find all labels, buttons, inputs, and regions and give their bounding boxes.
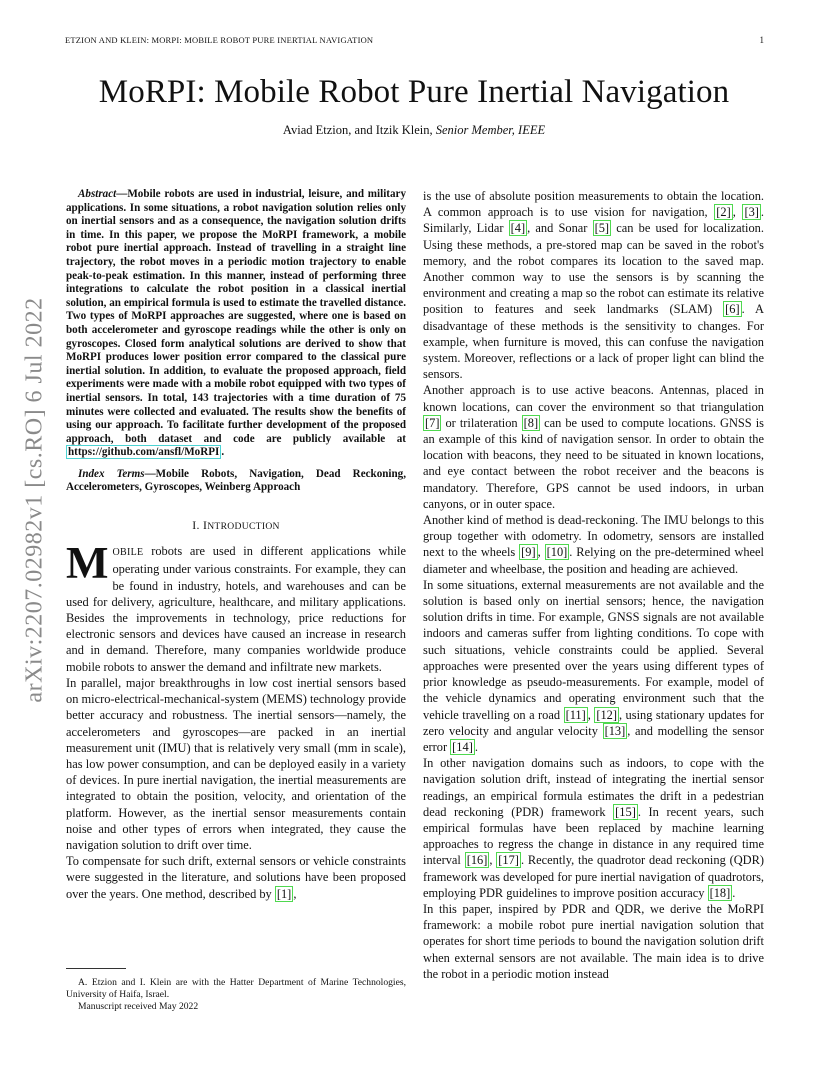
citation-link[interactable]: [16] (466, 853, 488, 868)
right-paragraph-2 (423, 382, 764, 512)
section-numeral: I. I (192, 518, 208, 533)
citation-link[interactable]: [8] (523, 415, 539, 430)
abstract-text: —Mobile robots are used in industrial, leisure, and military applications. In some situations, a robot navigation solution relies only on inertial sensors and as a consequence, the navigation solution drifts in time. In this paper, we propose the MoRPI framework, a mobile robot pure inertial approach. Instead of travelling in a straight line trajectory, the robot moves in a periodic motion trajectory to enable peak-to-peak estimation. In this manner, instead of performing three integrations to calculate the robot position in a classical inertial solution, an empirical formula is used to estimate the travelled distance. Two types of MoRPI approaches are suggested, where one is based on both accelerometer and gyroscope readings while the other is only on gyroscopes. Closed form analytical solutions are derived to show that MoRPI produces lower position error compared to the classical pure inertial solution. In addition, to evaluate the proposed approach, field experiments were made with a mobile robot equipped with two types of inertial sensors. In total, 143 trajectories with a time duration of 75 minutes were collected and evaluated. The results show the benefits of using our approach. To facilitate further development of the proposed approach, both dataset and code are publicly available at (66, 188, 406, 445)
right-paragraph-3 (423, 512, 764, 577)
abstract-label: Abstract (78, 188, 117, 200)
right-paragraph-4 (423, 577, 764, 755)
text-run: , using stationary updates for zero velocity and angular velocity (423, 707, 764, 738)
text-run: In some situations, external measurements are not available and the solution is based only on inertial sensors; hence, the navigation solution drifts in time. For example, GNSS signals are not available indoors and cameras suffer from lighting conditions. To cope with such situations, vehicle constraints could be applied. Several approaches were presented over the years using different types of prior knowledge as pseudo-measurements. For example, model of the vehicle dynamics and operating environment such that the vehicle travelling on a road (423, 577, 764, 722)
citation-link[interactable]: [5] (594, 221, 610, 236)
text-run: can be used for localization. Using these methods, a pre-stored map can be saved in the robot's memory, and the robot compares its location to the saved map. Another common way to use the sensors is by scanning the environment and creating a map so the robot can estimate its relative position to features and seek landmarks (SLAM) (423, 221, 764, 317)
right-paragraph-6: In this paper, inspired by PDR and QDR, we derive the MoRPI framework: a mobile robot pure inertial navigation solution that operates for short time periods to bound the navigation solution drift when external sensors are not available. The main idea is to drive the robot in a periodic motion instead (423, 901, 764, 981)
index-terms (66, 468, 406, 495)
text-run: , (732, 205, 743, 220)
citation-link[interactable]: [13] (604, 723, 626, 738)
citation-link[interactable]: [9] (521, 545, 536, 560)
citation-link[interactable]: [14] (452, 739, 473, 754)
citation-link[interactable]: [4] (510, 221, 526, 236)
dropcap-rest: OBILE (112, 547, 144, 559)
text-run: is the use of absolute position measurements to obtain the location. A common approach is to use vision for navigation, (423, 189, 764, 220)
intro-p1-text: robots are used in different applications while operating under various constraints. For example, they can be found in industry, hotels, and warehouses and can be used for delivery, agriculture, healthcare, and military applications. Besides the improvements in technology, price reductions for electronic sensors and devices have caused an increase in research and in demand. Therefore, many companies worldwide produce mobile robots to answer the demand and infiltrate new markets. (66, 544, 406, 674)
dropcap: M (66, 538, 109, 589)
footnote-affiliation: A. Etzion and I. Klein are with the Hatter Department of Marine Technologies, University of Haifa, Israel. (66, 977, 406, 1000)
citation-link[interactable]: [10] (546, 545, 568, 560)
text-run: or trilateration (441, 415, 522, 430)
text-run: , (537, 545, 545, 560)
code-link[interactable]: https://github.com/ansfl/MoRPI (68, 446, 220, 459)
text-run: . Relying on the pre-determined wheel diameter and wheelbase, the position and heading are achieved. (423, 545, 764, 576)
citation-link[interactable]: [15] (615, 804, 636, 819)
citation-link[interactable]: [18] (709, 885, 731, 900)
section-title: NTRODUCTION (207, 521, 280, 533)
intro-p3-text: To compensate for such drift, external sensors or vehicle constraints were suggested in the literature, and solutions have been proposed over the years. One method, described by (66, 854, 406, 901)
citation-link[interactable]: [2] (716, 205, 731, 220)
text-run: . A disadvantage of these methods is the sensitivity to changes. For example, when furniture is moved, this can confuse the navigation system. Moreover, reflections or a lack of proper light can blind the sensors. (423, 302, 764, 382)
author-names: Aviad Etzion, and Itzik Klein, (282, 123, 433, 137)
index-terms-text: —Mobile Robots, Navigation, Dead Reckoning, Accelerometers, Gyroscopes, Weinberg Approach (66, 467, 406, 494)
right-paragraph-5 (423, 755, 764, 901)
text-run: . Recently, the quadrotor dead reckoning (QDR) framework was developed for pure inertial navigation of quadrotors, employing PDR guidelines to improve position accuracy (423, 853, 765, 900)
citation-link[interactable]: [3] (744, 205, 759, 220)
text-run: . (474, 739, 478, 754)
paper-title: MoRPI: Mobile Robot Pure Inertial Navigation (98, 74, 730, 110)
right-column (423, 188, 764, 982)
citation-link[interactable]: [11] (565, 707, 586, 722)
footnote-received: Manuscript received May 2022 (78, 1001, 199, 1012)
text-run: , and Sonar (527, 221, 593, 236)
text-run: In other navigation domains such as indoors, to cope with the navigation solution drift, instead of integrating the inertial sensor readings, an empirical formula estimates the drift in a pedestrian dead reckoning (PDR) framework (423, 756, 764, 819)
intro-paragraph-1 (66, 538, 406, 675)
author-membership: Senior Member, IEEE (435, 123, 546, 137)
text-run: , (587, 707, 595, 722)
abstract-end: . (221, 446, 225, 459)
intro-p3-end: , (293, 886, 297, 901)
text-run: . Similarly, Lidar (423, 205, 764, 236)
citation-link[interactable]: [7] (425, 415, 440, 430)
citation-link[interactable]: [1] (276, 886, 292, 901)
text-run: Another approach is to use active beacons. Antennas, placed in known locations, can cover the environment so that triangulation (423, 383, 764, 414)
section-heading-introduction (66, 517, 406, 535)
page-number: 1 (759, 35, 764, 45)
index-terms-label: Index Terms (78, 467, 145, 480)
text-run: can be used to compute locations. GNSS is an example of this kind of navigation sensor. In order to obtain the location with beacons, they need to be situated in known locations, and eye contact between the robot receiver and the beacons is mandatory. Therefore, GPS cannot be used indoors, in urban canyons, or in outer space. (423, 415, 764, 511)
citation-link[interactable]: [6] (725, 302, 740, 317)
intro-paragraph-2: In parallel, major breakthroughs in low cost inertial sensors based on micro-electrical-mechanical-system (MEMS) technology provide better accuracy and robustness. The inertial sensors—namely, the accelerometers and gyroscopes—are packed in an inertial measurement unit (IMU) that is relatively very small (mm in scale), has low power consumption, and can be deployed easily in a variety of devices. In pure inertial navigation, the inertial measurements are integrated to obtain the position, velocity, and orientation of the platform. However, as the inertial sensor measurements contain noise and other types of errors when integrated, they cause the navigation solution to drift over time. (66, 675, 406, 852)
abstract (66, 188, 406, 460)
running-head: ETZION AND KLEIN: MORPI: MOBILE ROBOT PURE INERTIAL NAVIGATION (65, 35, 374, 45)
arxiv-stamp-text: arXiv:2207.02982v1 [cs.RO] 6 Jul 2022 (21, 297, 48, 703)
authors (0, 123, 828, 138)
left-column (66, 188, 406, 902)
intro-paragraph-3 (66, 853, 406, 902)
right-paragraph-1 (423, 188, 764, 382)
text-run: . In recent years, such empirical formulas have been replaced by machine learning approaches to regress the change in distance in any required time interval (423, 804, 764, 868)
text-run: , and modelling the sensor error (423, 723, 764, 754)
arxiv-stamp (20, 220, 50, 780)
text-run: . (732, 885, 736, 900)
text-run: Another kind of method is dead-reckoning. The IMU belongs to this group together with odometry. In odometry, sensors are installed next to the wheels (423, 513, 764, 560)
citation-link[interactable]: [17] (498, 853, 519, 868)
citation-link[interactable]: [12] (596, 707, 617, 722)
text-run: , (489, 853, 497, 868)
footnote-divider (66, 968, 126, 969)
